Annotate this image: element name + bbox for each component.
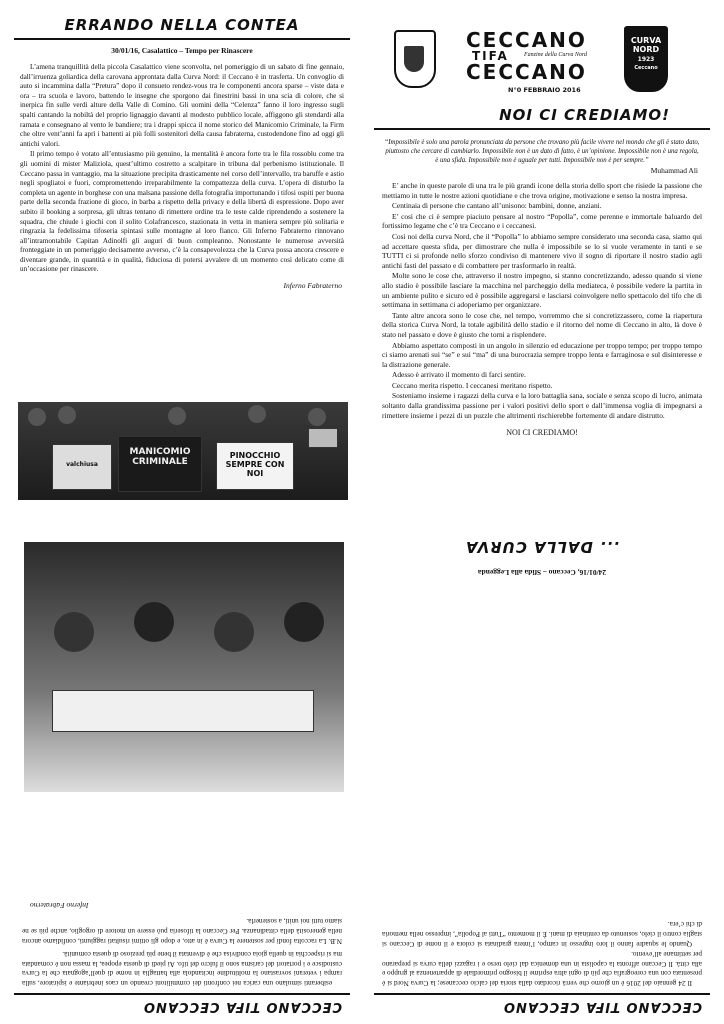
crowd-silhouette xyxy=(134,602,174,642)
paragraph: Quando le squadre fanno il loro ingresso in campo, l’intera gradinata si colora e il nome di Ceccano si staglia contro il cielo, sostenuto da centinaia di mani. È il momento “Tutti al Popolla”, impresso nella memoria di chi c’era. xyxy=(382,920,702,948)
crowd-silhouette xyxy=(248,405,266,423)
article-body xyxy=(14,916,350,987)
paragraph: E’ anche in queste parole di una tra le più grandi icone della storia dello sport che risiede la passione che mettiamo in tutte le nostre azioni quotidiane e che trova origine, motivazione e senso la nostra impresa. xyxy=(382,181,702,200)
paragraph: Abbiamo aspettato composti in un angolo in silenzio ed educazione per troppo tempo; per troppo tempo ci siamo arenati sui “se” e sui “ma” di una burocrazia sempre troppo lenta e farraginosa e sul disinteresse e la distrazione generale. xyxy=(382,340,702,369)
curva-nord-crest-icon xyxy=(624,26,668,92)
paragraph: L’amena tranquillità della piccola Casalattico viene sconvolta, nel pomeriggio di un sabato di fine gennaio, dall’irruenza goliardica della carovana approntata dalla Curva Nord: il Ceccano è in trasferta. Un convoglio di auto si incammina dalla “Pretura” dopo il consueto rendez-vous tra le componenti ancora sparse – viste data e ora – tra scuola e lavoro, battendo le insegne che sporgono dai finestrini bassi in una scia di colore, che si inerpica fin sulle verdi alture della Valle di Comino. Gli uomini della “Celenza” fanno il loro ingresso sugli spalti cantando la nobiltà del proprio lignaggio davanti al modesto pubblico locale, affiggono gli stendardi alla ramata e consegnano al vento le bandiere; tra i drappi spicca il nome storico del Manicomio Criminale, la Firm che oltre vent’anni fa aprì i battenti ai più folli sostenitori della causa fabraterna, custodendone fino ad oggi gli antichi valori. xyxy=(20,63,344,148)
quote-author: Muhammad Ali xyxy=(650,166,698,175)
paragraph: N.B. La raccolta fondi per sostenere la Curva è in atto, e dopo gli ottimi risultati raggiunti, confidiamo ancora nella generosità della cittadinanza. Per Ceccano la tifoseria può essere un motore di orgoglio, anche più se ne siamo tutti noi uniti, a sostenerla. xyxy=(22,917,342,945)
section-header: CECCANO TIFA CECCANO xyxy=(502,999,702,1014)
paragraph: Così noi della curva Nord, che il “Popolla” lo abbiamo sempre considerato una seconda casa, siamo qui ad accettare questa sfida, per dimostrare che nulla è impossibile se lo si vuole veramente in tanti e se TUTTI ci si profonde nello sforzo condiviso di mantenere vivo il sogno di riportare il nostro stadio agli antichi fasti del passato e di combattere per trasformarlo in realtà. xyxy=(382,231,702,270)
banner-valchiusa: valchiusa xyxy=(52,444,112,490)
divider xyxy=(374,993,710,995)
paragraph: Centinaia di persone che cantano all’unisono: bambini, donne, anziani. xyxy=(392,201,602,211)
masthead-word: TIFA xyxy=(472,49,509,63)
crowd-silhouette xyxy=(58,406,76,424)
article-noicicrediamo xyxy=(374,106,710,526)
fans-photo xyxy=(18,402,348,500)
article-signature: Inferno Fabraterno xyxy=(283,281,342,291)
crowd-silhouette xyxy=(54,612,94,652)
masthead-word: CECCANO xyxy=(466,28,587,52)
crowd-silhouette xyxy=(28,408,46,426)
article-dateline: 24/01/16, Ceccano – Sfida alla Leggenda xyxy=(477,568,607,577)
paragraph: Molte sono le cose che, attraverso il nostro impegno, si stanno concretizzando, adesso quando si viene allo stadio è possibile lasciare la macchina nel parcheggio della mediateca, è possibile vedere la partita in un ambiente pulito e sicuro ed è possibile aggregarsi e lasciarsi coinvolgere nello spettacolo del tifo che di settimana in settimana ci adoperiamo per organizzare. xyxy=(382,271,702,310)
paragraph: Il 24 gennaio del 2016 è un giorno che verrà ricordato dalla storia del calcio ceccanese; la Curva Nord si è presentata con una coreografia che più di ogni altra esprime il bisogno primordiale di appartenenza al gruppo e alla città. Il Ceccano affronta la capolista in una domenica dal cielo terso e i ragazzi della curva si preparano per settimane all’evento. xyxy=(382,950,702,987)
divider xyxy=(14,38,350,40)
article-signature: Inferno Fabraterno xyxy=(30,900,89,910)
crest-city: Ceccano xyxy=(634,65,658,71)
paragraph: Ceccano merita rispetto. I ceccanesi meritano rispetto. xyxy=(392,380,553,390)
banner-manicomio: MANICOMIO CRIMINALE xyxy=(118,436,202,492)
quote: “Impossibile è solo una parola pronunciata da persone che trovano più facile vivere nel mondo che gli è stato dato, piuttosto che cercare di cambiarlo. Impossibile non è un dato di fatto, è un’opinione. Impossibile non è una regola, è una sfida. Impossibile non è uguale per tutti. Impossibile non è per sempre.” xyxy=(384,139,700,164)
article-title: ... DALLA CURVA xyxy=(464,538,620,556)
paragraph: esiberanti simulano una carica nei confronti dei commilitoni creando un caos inebriante e ispiratore, sulla rampa i veterani sovrastano la moltitudine incitandola alla battaglia in nome di quell’agognata che la Curva custodisce e i portatori del carisma sono il fulcro del tifo. Ai piedi di questa epopea, la massa non è comandata ma si rispecchia in quella gioia condivisa che è diventata il bene più prezioso di questa comunità. xyxy=(22,950,342,987)
crowd-silhouette xyxy=(284,602,324,642)
crowd-silhouette xyxy=(214,612,254,652)
paragraph: E’ così che ci è sempre piaciuto pensare al nostro “Popolla”, come perenne e immortale baluardo del fortissimo legame che c’è tra Ceccano e i ceccanesi. xyxy=(382,211,702,231)
article-body xyxy=(374,919,710,987)
crowd-silhouette xyxy=(308,408,326,426)
crowd-silhouette xyxy=(168,407,186,425)
paragraph: Il primo tempo è votato all’entusiasmo più genuino, la mentalità è ancora forte tra le fila rossoblu come tra gli uomini di mister Maliziola, quest’ultimo costretto a scalpitare in tribuna dal perbenismo istituzionale. Il Ceccano passa in vantaggio, ma la situazione precipita drasticamente nel corso dell’intervallo, tra baruffe e astio negli spogliatoi e fuori, compromettendo irreparabilmente la compattezza della curva. L’opera di disturbo la completa un agente in borghese con una malsana passione della fotografia importunando i tifosi ospiti per buona parte della seconda frazione di gioco, in barba a rispetto della privacy e della libertà di espressione. Dopo aver subito il booking a sorpresa, gli ultras tentano di rimettere ordine tra le teste calde riprendendo a sostenere la squadra, che chiude i giochi con il solito Colafrancesco, stazionata in vetta in maniera sempre più solitaria e ringrazia la fedelissima tifoseria spintasi sulle montagne al loro fianco. Gli Inferno Fabraterno rinnovano all’intramontabile Capitan Adinolfi gli auguri di buon compleanno. Nonostante le numerose avversità fronteggiate in un pomeriggio decisamente avverso, c’è la consapevolezza che la Curva possa ancora crescere e diventare grande, in quantità e in qualità, fiduciosa di potersi avvalere di un momento così delicato come di un’occasione per rinascere. xyxy=(20,150,344,274)
crest-text: CURVA xyxy=(630,36,662,45)
issue-label: N°0 FEBBRAIO 2016 xyxy=(508,86,581,94)
article-body xyxy=(14,63,350,275)
banner-pinocchio: PINOCCHIO SEMPRE CON NOI xyxy=(216,442,294,490)
article-dalla-curva-flipped xyxy=(374,534,710,1014)
divider xyxy=(14,993,350,995)
city-crest-icon xyxy=(394,30,436,88)
divider xyxy=(374,128,710,130)
crest-text: NORD xyxy=(632,45,660,54)
choreography-photo xyxy=(24,542,344,792)
article-dateline: 30/01/16, Casalattico – Tempo per Rinascere xyxy=(111,46,253,55)
crest-year: 1923 xyxy=(637,56,655,63)
article-ceccano-tifa-ceccano-flipped xyxy=(14,534,350,1014)
article-title: ERRANDO NELLA CONTEA xyxy=(64,16,300,34)
article-title: NOI CI CREDIAMO! xyxy=(499,106,670,124)
banner xyxy=(52,690,314,732)
paragraph: Adesso è arrivato il momento di farci sentire. xyxy=(392,370,526,380)
masthead xyxy=(374,20,710,98)
masthead-subtitle: Fanzine della Curva Nord xyxy=(524,52,587,58)
flag xyxy=(308,428,338,448)
paragraph: Sosteniamo insieme i ragazzi della curva e la loro battaglia sana, sociale e senza scopo di lucro, animata soltanto dalla grandissima passione per i valori positivi dello sport e dall’immensa voglia di impegnarsi a rimettere insieme i pezzi di un puzzle che altrimenti rischierebbe fortemente di andare distrutto. xyxy=(382,391,702,420)
masthead-word: CECCANO xyxy=(466,60,587,84)
paragraph: Tante altre ancora sono le cose che, nel tempo, vorremmo che si concretizzassero, come la riapertura della storica Curva Nord, la totale agibilità dello stadio e il ritorno del nome di Ceccano in alto, là dove è stato nel passato e dove è giusto che torni a risplendere. xyxy=(382,310,702,339)
article-closing: NOI CI CREDIAMO! xyxy=(506,428,578,438)
section-header: CECCANO TIFA CECCANO xyxy=(142,999,342,1014)
masthead-title xyxy=(466,30,616,82)
article-body xyxy=(374,181,710,420)
